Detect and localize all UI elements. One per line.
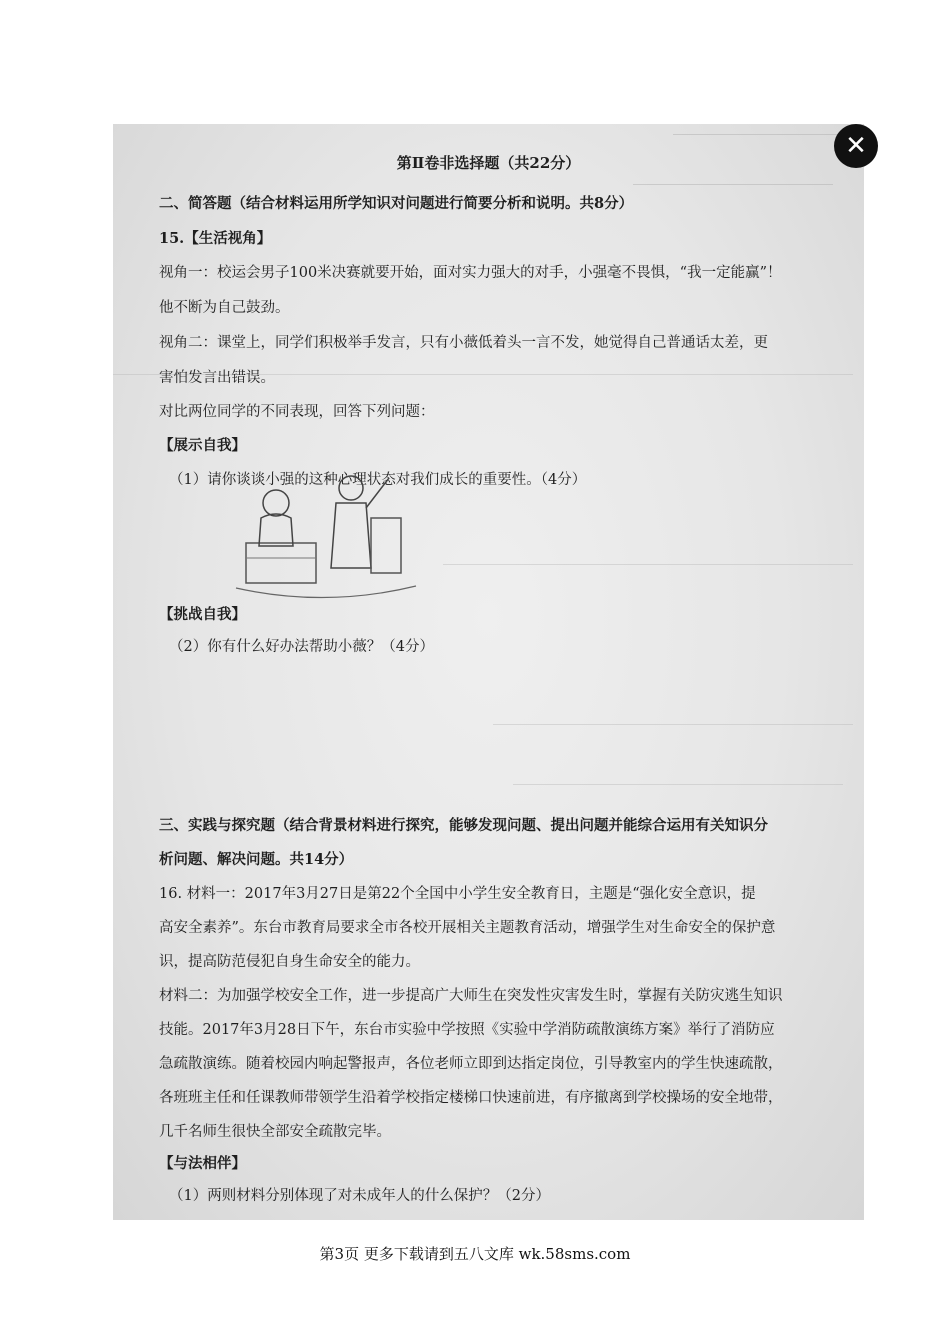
q15-view2-cont: 害怕发言出错误。 <box>159 370 275 386</box>
classroom-illustration <box>231 448 421 608</box>
part2-heading: 二、简答题（结合材料运用所学知识对问题进行简要分析和说明。共8分） <box>159 195 634 212</box>
section-title: 第Ⅱ卷非选择题（共22分） <box>396 154 581 172</box>
q15-challenge-heading: 【挑战自我】 <box>159 606 246 623</box>
q15-label: 15.【生活视角】 <box>159 230 272 247</box>
q15-sub2: （2）你有什么好办法帮助小薇？（4分） <box>169 639 434 655</box>
page-footer: 第3页 更多下载请到五八文库 wk.58sms.com <box>319 1245 631 1263</box>
q16-material1-cont: 高安全素养”。东台市教育局要求全市各校开展相关主题教育活动，增强学生对生命安全的保护意 <box>159 920 776 936</box>
close-icon: ✕ <box>845 131 867 161</box>
bleed-through <box>673 134 853 145</box>
q15-view1: 视角一：校运会男子100米决赛就要开始，面对实力强大的对手，小强毫不畏惧，“我一定能赢”！ <box>159 265 782 281</box>
part3-heading: 三、实践与探究题（结合背景材料进行探究，能够发现问题、提出问题并能综合运用有关知识分 <box>159 817 768 834</box>
bleed-through <box>513 784 843 795</box>
q16-material2-line5: 几千名师生很快全部安全疏散完毕。 <box>159 1124 391 1140</box>
q16-law-heading: 【与法相伴】 <box>159 1155 246 1172</box>
bleed-through <box>493 724 853 735</box>
q16-material1-end: 识，提高防范侵犯自身生命安全的能力。 <box>159 954 420 970</box>
part3-heading-cont: 析问题、解决问题。共14分） <box>159 851 354 868</box>
q16-material2: 材料二：为加强学校安全工作，进一步提高广大师生在突发性灾害发生时，掌握有关防灾逃生知识 <box>159 988 783 1004</box>
q15-sub1: （1）请你谈谈小强的这种心理状态对我们成长的重要性。（4分） <box>169 472 587 488</box>
q15-show-heading: 【展示自我】 <box>159 437 246 454</box>
scanned-exam-photo <box>113 124 867 1220</box>
q15-view2: 视角二：课堂上，同学们积极举手发言，只有小薇低着头一言不发，她觉得自己普通话太差，更 <box>159 335 768 351</box>
bleed-through <box>443 564 853 575</box>
q16-material1: 16. 材料一：2017年3月27日是第22个全国中小学生安全教育日，主题是“强化安全意识，提 <box>159 886 756 902</box>
q16-material2-line2: 技能。2017年3月28日下午，东台市实验中学按照《实验中学消防疏散演练方案》举行了消防应 <box>159 1022 775 1038</box>
q16-material2-line3: 急疏散演练。随着校园内响起警报声，各位老师立即到达指定岗位，引导教室内的学生快速疏散， <box>159 1056 783 1072</box>
q15-instruction: 对比两位同学的不同表现，回答下列问题： <box>159 404 435 420</box>
q15-view1-cont: 他不断为自己鼓劲。 <box>159 300 290 316</box>
q16-material2-line4: 各班班主任和任课教师带领学生沿着学校指定楼梯口快速前进，有序撤离到学校操场的安全地带， <box>159 1090 783 1106</box>
q16-sub1: （1）两则材料分别体现了对未成年人的什么保护？（2分） <box>169 1188 550 1204</box>
